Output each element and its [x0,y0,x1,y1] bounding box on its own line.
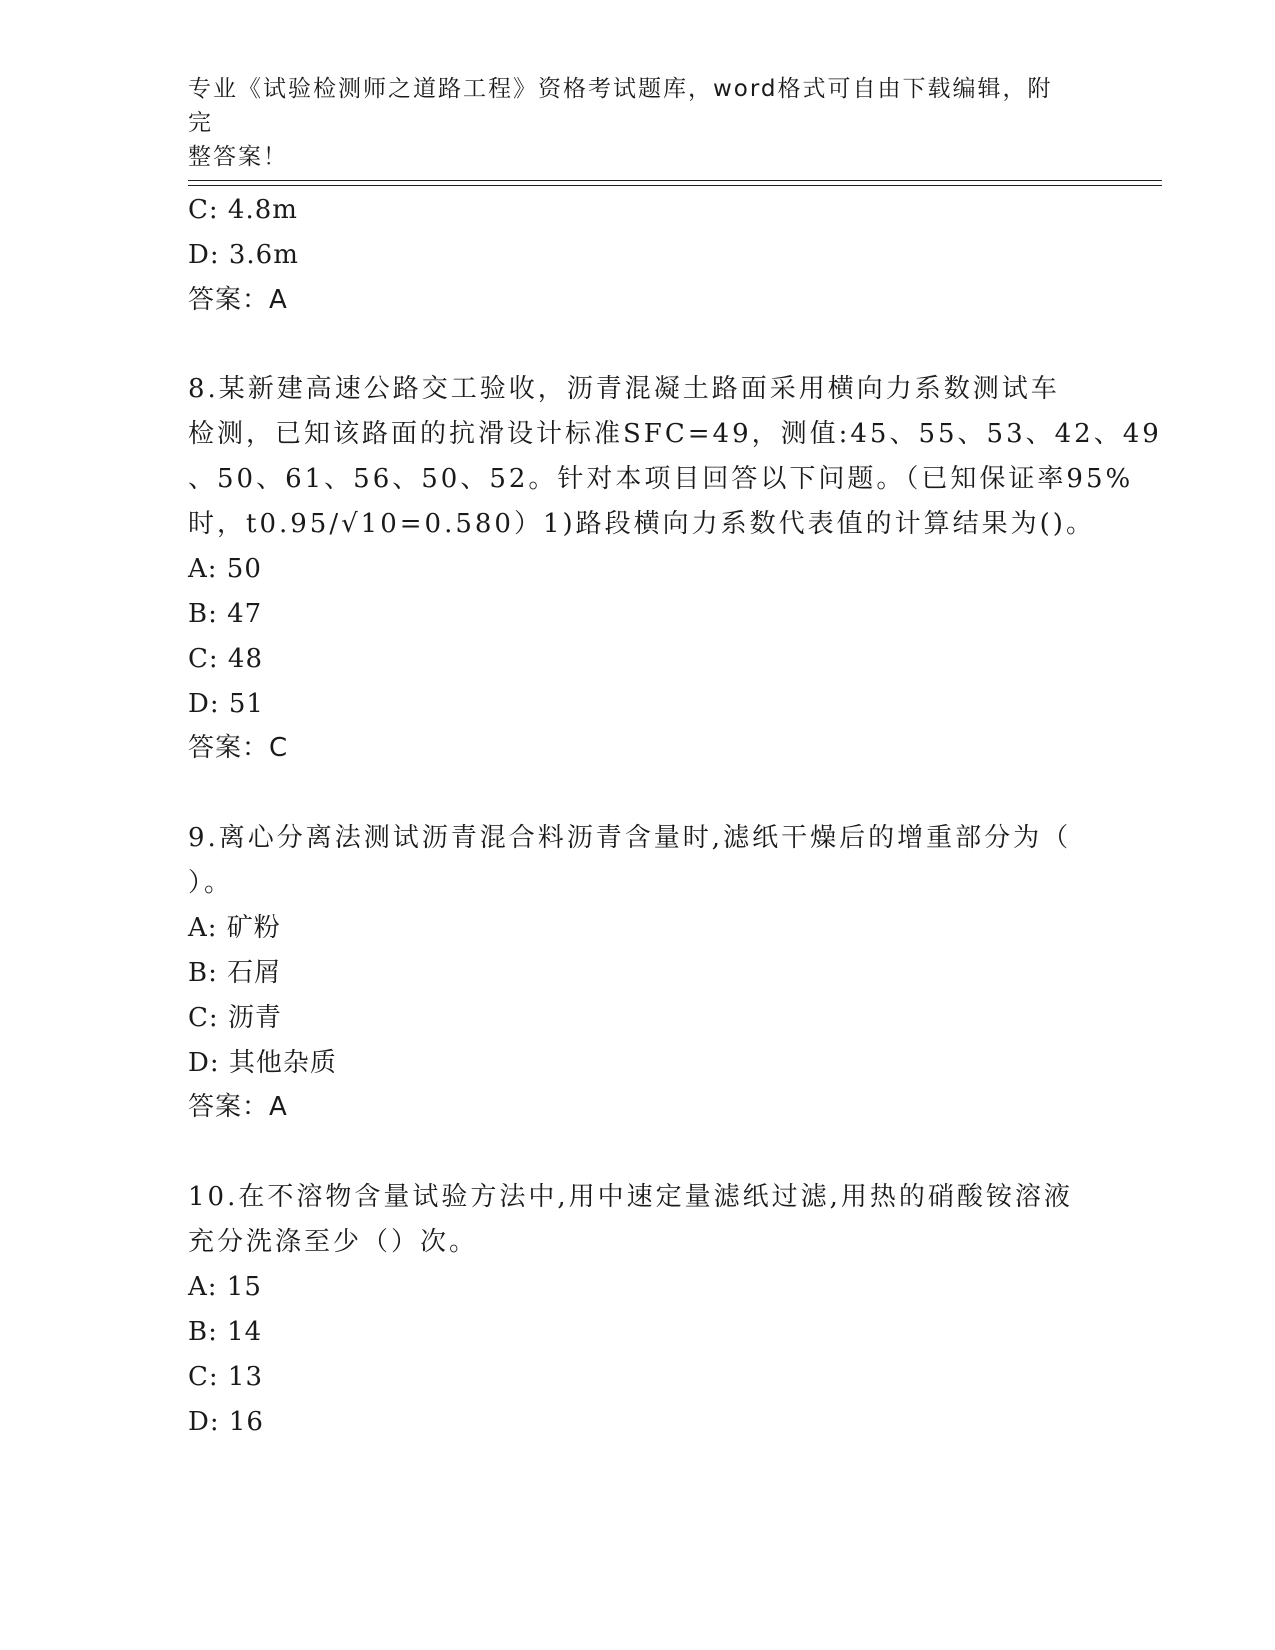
q8-option-d: D: 51 [188,689,264,719]
q10-option-b: B: 14 [188,1317,263,1347]
q10-option-c: C: 13 [188,1362,264,1392]
q9-stem-line-2: ）。 [188,868,234,898]
q8-option-a: A: 50 [188,554,262,584]
option-c: C: 4.8m [188,195,298,225]
header-line-2: 整答案！ [188,144,288,170]
q10-stem-line-2: 充分洗涤至少（）次。 [188,1227,479,1257]
q8-answer: 答案：C [188,733,289,763]
answer-line: 答案：A [188,285,288,315]
q9-option-b: B: 石屑 [188,958,282,988]
q8-stem-line-2: 检测，已知该路面的抗滑设计标准SFC=49，测值:45、55、53、42、49 [188,419,1162,449]
q9-option-a: A: 矿粉 [188,913,281,943]
header-line-1: 专业《试验检测师之道路工程》资格考试题库，word格式可自由下载编辑，附完 [188,76,1053,136]
q10-option-d: D: 16 [188,1407,264,1437]
header-divider-bottom [188,185,1162,186]
q8-stem-line-1: 8.某新建高速公路交工验收，沥青混凝土路面采用横向力系数测试车 [188,374,1060,404]
q10-option-a: A: 15 [188,1272,262,1302]
q8-option-c: C: 48 [188,644,264,674]
q9-answer: 答案：A [188,1092,288,1122]
option-d: D: 3.6m [188,240,299,270]
q8-stem-line-3: 、50、61、56、50、52。针对本项目回答以下问题。（已知保证率95% [188,464,1134,494]
q9-option-c: C: 沥青 [188,1003,282,1033]
q8-stem-line-4: 时，t0.95/√10=0.580）1)路段横向力系数代表值的计算结果为()。 [188,509,1095,539]
q8-option-b: B: 47 [188,599,263,629]
q10-stem-line-1: 10.在不溶物含量试验方法中,用中速定量滤纸过滤,用热的硝酸铵溶液 [188,1182,1073,1212]
q9-option-d: D: 其他杂质 [188,1048,337,1078]
header-divider-top [188,180,1162,181]
document-header [188,72,1068,174]
q9-stem-line-1: 9.离心分离法测试沥青混合料沥青含量时,滤纸干燥后的增重部分为（ [188,823,1072,853]
